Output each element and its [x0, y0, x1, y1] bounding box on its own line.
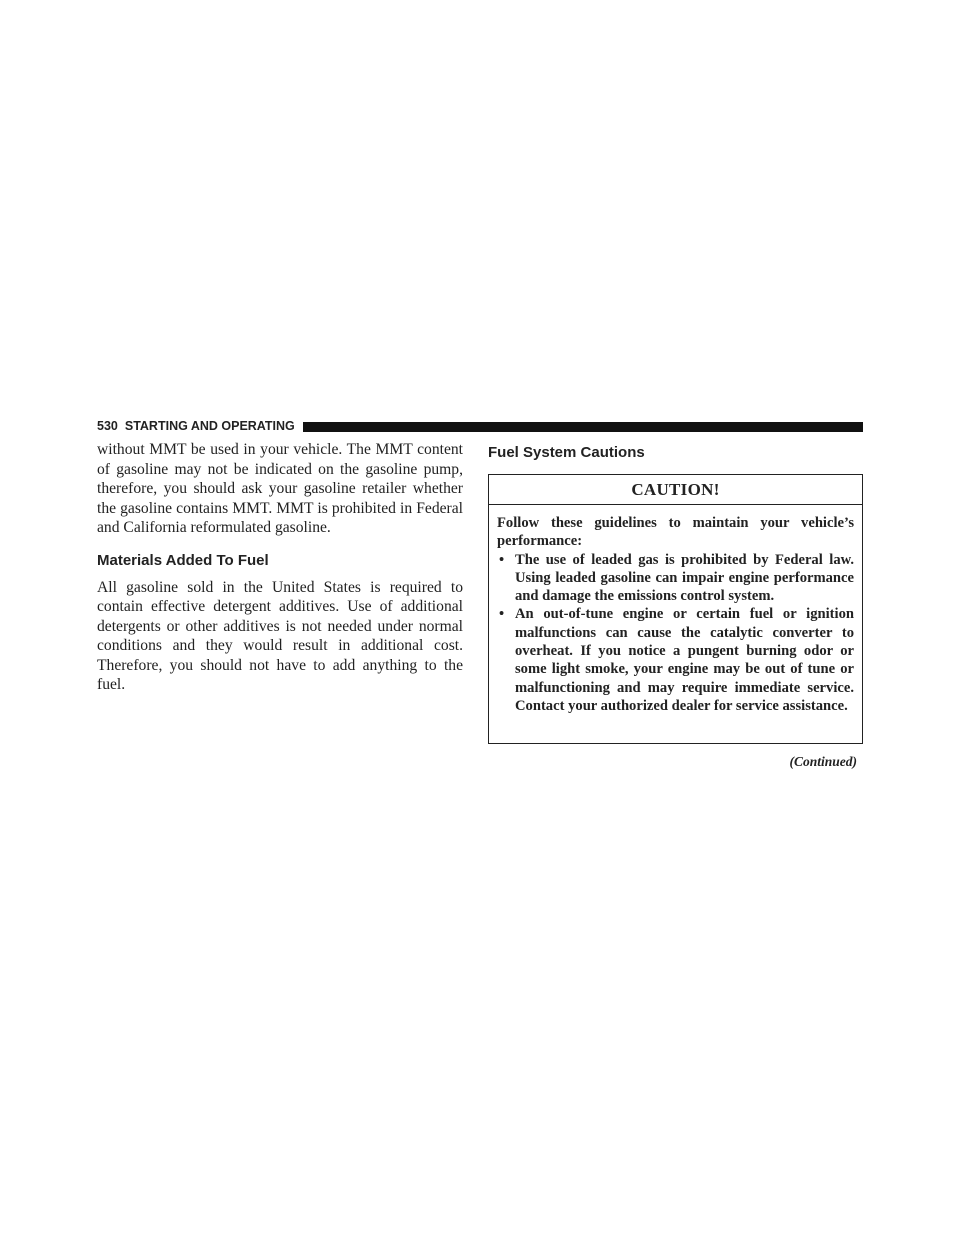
caution-item-out-of-tune: An out-of-tune engine or certain fuel or ignition malfunctions can cause the catalytic converter to overheat. If you notice a pungent burning odor or some light smoke, your engine may be out of tune or malfunctioning and may require immediate service. Contact your authorized dealer for service assistance.	[515, 606, 854, 714]
bullet-icon: •	[499, 606, 505, 623]
page-header	[97, 417, 863, 436]
bullet-icon: •	[499, 551, 505, 568]
page-number: 530	[97, 419, 118, 433]
list-item	[497, 605, 854, 715]
continued-note: (Continued)	[789, 754, 857, 769]
paragraph-mmt: without MMT be used in your vehicle. The MMT content of gasoline may not be indicated on the gasoline pump, therefore, you should ask your gasoline retailer whether the gasoline contains MMT. MMT is prohibited in Federal and California reformulated gasoline.	[97, 441, 463, 536]
paragraph-detergents: All gasoline sold in the United States is required to contain effective detergent additives. Use of additional detergents or other additives is not needed under normal conditions and they would result in additional cost. Therefore, you should not have to add anything to the fuel.	[97, 578, 463, 693]
list-item	[497, 551, 854, 606]
right-column	[488, 440, 864, 470]
caution-item-leaded-gas: The use of leaded gas is prohibited by Federal law. Using leaded gasoline can impair engine performance and damage the emissions control system.	[515, 551, 854, 605]
header-rule	[303, 422, 863, 432]
caution-box	[488, 474, 863, 744]
subheading-fuel-system-cautions: Fuel System Cautions	[488, 444, 645, 461]
caution-title: CAUTION!	[489, 475, 862, 505]
left-column	[97, 440, 463, 695]
subheading-materials-added: Materials Added To Fuel	[97, 551, 269, 569]
section-title: STARTING AND OPERATING	[124, 419, 295, 433]
caution-body	[489, 505, 862, 715]
caution-intro: Follow these guidelines to maintain your vehicle’s performance:	[497, 515, 854, 550]
caution-list	[497, 551, 854, 716]
